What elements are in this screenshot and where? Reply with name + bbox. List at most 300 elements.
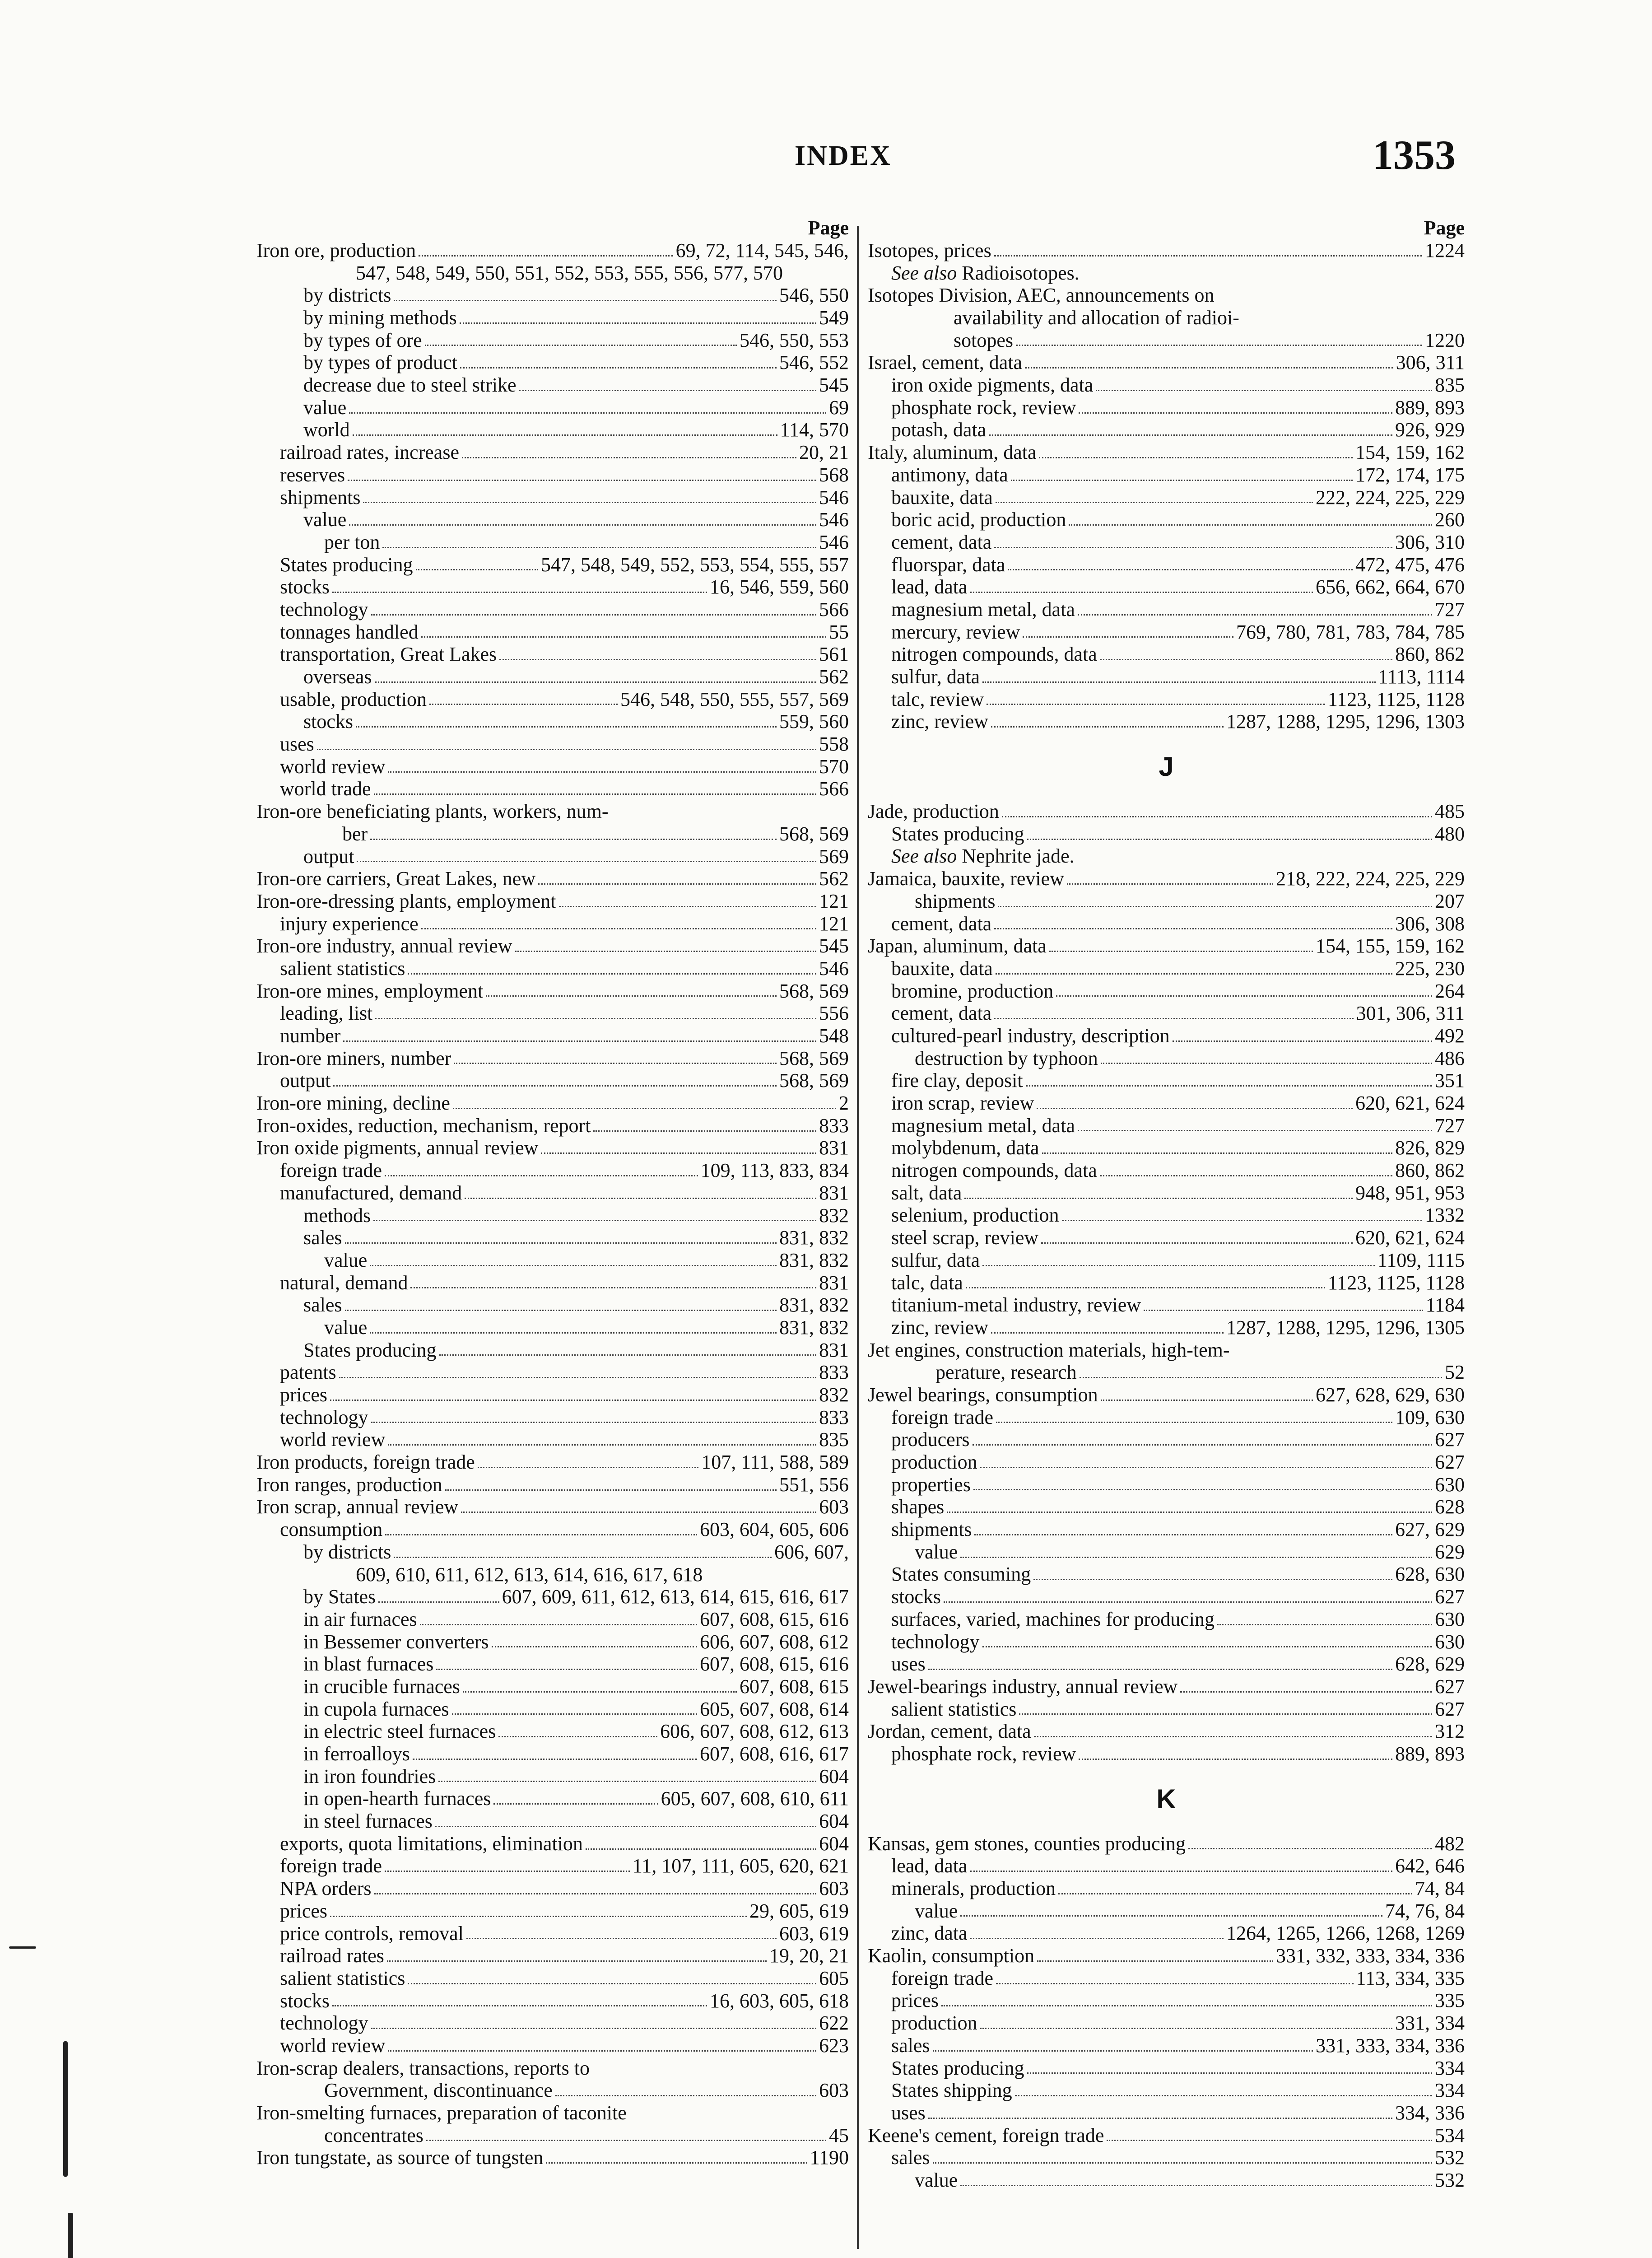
index-term: iron oxide pigments, data: [891, 374, 1094, 397]
index-term: See also Radioisotopes.: [891, 261, 1080, 284]
index-entry: [868, 576, 1465, 598]
page-refs: 628, 629: [1395, 1653, 1465, 1675]
page-refs: 606, 607, 608, 612, 613: [660, 1720, 849, 1743]
index-entry: [868, 1294, 1465, 1316]
index-term: value: [303, 396, 347, 419]
index-term: methods: [303, 1204, 371, 1227]
leader-dots: [960, 1557, 1432, 1558]
index-entry: [256, 1474, 849, 1496]
index-term: zinc, data: [891, 1922, 968, 1945]
page-refs: 154, 155, 159, 162: [1316, 935, 1465, 957]
page-refs: 55: [829, 620, 849, 643]
page-refs: 833: [819, 1114, 849, 1137]
index-entry: [868, 2034, 1465, 2057]
page-refs: 306, 311: [1396, 351, 1465, 374]
leader-dots: [388, 771, 816, 773]
index-term: by districts: [303, 284, 391, 307]
index-entry: [256, 374, 849, 397]
index-term: world review: [280, 755, 386, 778]
leader-dots: [498, 1736, 657, 1737]
index-term: technology: [280, 1406, 368, 1428]
index-entry: [256, 1720, 849, 1743]
index-term: talc, data: [891, 1271, 963, 1294]
page-refs: 306, 310: [1395, 531, 1465, 553]
leader-dots: [964, 1198, 1353, 1199]
leader-dots: [1062, 1220, 1423, 1221]
index-entry: [868, 980, 1465, 1003]
index-entry: [868, 1316, 1465, 1339]
index-entry: [868, 1967, 1465, 1990]
index-term: railroad rates, increase: [280, 441, 459, 464]
index-term: Keene's cement, foreign trade: [868, 2124, 1104, 2146]
leader-dots: [982, 681, 1375, 683]
index-entry: [868, 2124, 1465, 2147]
page-refs: 29, 605, 619: [749, 1899, 849, 1922]
page-refs: 331, 334: [1395, 2012, 1465, 2034]
page-refs: 629: [1435, 1540, 1465, 1563]
index-entry: [868, 1877, 1465, 1900]
index-term: uses: [280, 733, 314, 756]
page-refs: 833: [819, 1361, 849, 1384]
leader-dots: [1034, 1736, 1432, 1737]
leader-dots: [1188, 1848, 1432, 1849]
page-refs: 630: [1435, 1608, 1465, 1630]
leader-dots: [1049, 951, 1313, 952]
index-term: sotopes: [954, 329, 1013, 351]
page-refs: 630: [1435, 1473, 1465, 1496]
index-entry: [256, 1496, 849, 1519]
scan-mark: [9, 1946, 36, 1949]
index-entry: [256, 554, 849, 576]
page-refs: 472, 475, 476: [1355, 553, 1465, 576]
page-refs: 606, 607,: [774, 1540, 849, 1563]
index-term: transportation, Great Lakes: [280, 643, 497, 666]
index-term: boric acid, production: [891, 509, 1066, 531]
leader-dots: [429, 704, 618, 705]
index-term: in blast furnaces: [303, 1653, 434, 1675]
leader-dots: [478, 1467, 698, 1468]
leader-dots: [1100, 659, 1392, 660]
leader-dots: [941, 2005, 1432, 2006]
index-entry: [256, 1518, 849, 1541]
page-refs: 546, 550, 553: [740, 329, 849, 351]
index-entry: [868, 890, 1465, 913]
page-refs: 642, 646: [1395, 1855, 1465, 1877]
page-refs: 627: [1435, 1428, 1465, 1451]
index-term: output: [280, 1069, 331, 1092]
page-refs: 113, 334, 335: [1356, 1967, 1465, 1989]
index-entry: [868, 2012, 1465, 2034]
page-refs: 605, 607, 608, 614: [700, 1698, 849, 1720]
leader-dots: [492, 1646, 697, 1647]
page-refs: 1264, 1265, 1266, 1268, 1269: [1226, 1922, 1465, 1945]
leader-dots: [1067, 883, 1273, 885]
index-term: in open-hearth furnaces: [303, 1787, 491, 1810]
page-refs: 546: [819, 957, 849, 980]
index-term: consumption: [280, 1518, 383, 1541]
index-entry: [868, 351, 1465, 374]
index-entry: [868, 1159, 1465, 1182]
index-entry: [868, 554, 1465, 576]
index-entry: [256, 980, 849, 1003]
leader-dots: [1011, 480, 1353, 481]
page-refs: 627: [1435, 1698, 1465, 1720]
index-entry: [868, 1182, 1465, 1204]
leader-dots: [944, 1601, 1432, 1603]
leader-dots: [980, 1467, 1432, 1468]
leader-dots: [410, 1287, 816, 1288]
index-entry: [868, 1047, 1465, 1070]
index-entry: [256, 1092, 849, 1115]
index-entry: [868, 509, 1465, 531]
index-entry: [868, 1675, 1465, 1698]
page-refs: 628, 630: [1395, 1563, 1465, 1586]
index-term: Iron ranges, production: [256, 1473, 442, 1496]
leader-dots: [960, 2185, 1432, 2186]
leader-dots: [421, 928, 816, 929]
page-refs: 312: [1435, 1720, 1465, 1743]
index-term: cultured-pearl industry, description: [891, 1025, 1170, 1047]
index-entry: [256, 1608, 849, 1631]
page-refs: 833: [819, 1406, 849, 1428]
index-term: States producing: [891, 822, 1024, 845]
index-entry: [868, 397, 1465, 419]
page-refs: 831: [819, 1271, 849, 1294]
index-term: Jewel bearings, consumption: [868, 1384, 1098, 1406]
page-refs: 545: [819, 374, 849, 397]
leader-dots: [388, 1444, 816, 1446]
index-entry: [256, 1272, 849, 1294]
leader-dots: [1069, 524, 1432, 526]
index-term: value: [915, 1899, 958, 1922]
leader-dots: [1180, 1691, 1432, 1693]
page-refs: 1287, 1288, 1295, 1296, 1303: [1226, 710, 1465, 733]
index-entry: [256, 1743, 849, 1765]
page-title: INDEX: [795, 140, 892, 171]
leader-dots: [996, 973, 1392, 975]
index-term: Iron-ore industry, annual review: [256, 935, 512, 957]
leader-dots: [1080, 1377, 1442, 1378]
leader-dots: [463, 1691, 737, 1693]
index-term: Isotopes Division, AEC, announcements on: [868, 284, 1215, 307]
page-refs: 207: [1435, 890, 1465, 912]
leader-dots: [348, 480, 816, 481]
page-refs: 948, 951, 953: [1355, 1181, 1465, 1204]
leader-dots: [1039, 457, 1353, 458]
page-refs: 562: [819, 666, 849, 688]
page-refs: 306, 308: [1395, 912, 1465, 935]
index-entry: [256, 2057, 849, 2080]
leader-dots: [1019, 1713, 1432, 1715]
index-entry: [256, 419, 849, 442]
page-refs: 559, 560: [779, 710, 849, 733]
page-refs: 546, 552: [779, 351, 849, 374]
page-refs: 74, 76, 84: [1385, 1899, 1465, 1922]
index-entry: [256, 1833, 849, 1855]
index-entry: [868, 1518, 1465, 1541]
index-entry: [256, 307, 849, 329]
leader-dots: [1027, 839, 1432, 840]
index-term: stocks: [891, 1586, 941, 1608]
index-term: by types of ore: [303, 329, 422, 351]
page-refs: 20, 21: [799, 441, 849, 464]
page-refs: 1287, 1288, 1295, 1296, 1305: [1226, 1316, 1465, 1339]
index-entry: [868, 957, 1465, 980]
leader-dots: [486, 995, 777, 997]
index-entry: [868, 441, 1465, 464]
index-entry: [868, 2057, 1465, 2080]
leader-dots: [947, 1512, 1432, 1513]
page-refs: 69: [829, 396, 849, 419]
index-term: fire clay, deposit: [891, 1069, 1023, 1092]
index-entry: [256, 643, 849, 666]
page-refs: 860, 862: [1395, 643, 1465, 666]
index-term: Iron tungstate, as source of tungsten: [256, 2146, 544, 2169]
leader-dots: [373, 1220, 816, 1221]
leader-dots: [339, 1377, 816, 1378]
leader-dots: [388, 2050, 816, 2052]
index-entry: [868, 710, 1465, 733]
index-entry: [256, 1069, 849, 1092]
index-term: magnesium metal, data: [891, 1114, 1075, 1137]
index-entry: [868, 1428, 1465, 1451]
page-refs: 16, 546, 559, 560: [710, 576, 849, 598]
index-entry: [868, 239, 1465, 262]
leader-dots: [330, 1916, 747, 1917]
index-entry: [868, 531, 1465, 554]
index-term: availability and allocation of radioi-: [954, 307, 1239, 329]
leader-dots: [374, 793, 816, 795]
index-entry: [868, 1451, 1465, 1474]
leader-dots: [419, 255, 673, 257]
index-entry: [256, 845, 849, 868]
index-term: in iron foundries: [303, 1765, 436, 1787]
index-entry: [256, 1990, 849, 2012]
index-entry: [256, 868, 849, 890]
index-term: Jamaica, bauxite, review: [868, 868, 1064, 890]
leader-dots: [333, 1085, 777, 1087]
index-term: nitrogen compounds, data: [891, 1159, 1097, 1182]
index-entry: [256, 1855, 849, 1878]
index-term: value: [324, 1316, 368, 1339]
index-entry: [868, 1361, 1465, 1384]
index-term: Jordan, cement, data: [868, 1720, 1031, 1743]
index-entry: [868, 1653, 1465, 1675]
leader-dots: [987, 704, 1325, 705]
leader-dots: [356, 726, 777, 728]
page-refs: 45: [829, 2124, 849, 2146]
page-refs: 480: [1435, 822, 1465, 845]
index-entry: [256, 486, 849, 509]
index-term: lead, data: [891, 576, 968, 598]
index-term: patents: [280, 1361, 336, 1384]
index-term: bromine, production: [891, 980, 1054, 1002]
index-term: potash, data: [891, 419, 987, 441]
page-refs: 1332: [1425, 1204, 1465, 1227]
page-refs: 260: [1435, 509, 1465, 531]
index-term: sulfur, data: [891, 666, 980, 688]
leader-dots: [460, 322, 816, 324]
index-entry: [256, 1316, 849, 1339]
index-term: Japan, aluminum, data: [868, 935, 1047, 957]
page-refs: 121: [819, 890, 849, 912]
index-entry: [256, 2102, 849, 2124]
leader-dots: [933, 2050, 1313, 2052]
index-term: sales: [891, 2034, 930, 2057]
page-refs: 606, 607, 608, 612: [700, 1630, 849, 1653]
leader-dots: [375, 1018, 816, 1019]
leader-dots: [499, 659, 816, 660]
leader-dots: [989, 434, 1392, 436]
page-refs: 225, 230: [1395, 957, 1465, 980]
leader-dots: [970, 1871, 1392, 1872]
page-refs: 568: [819, 463, 849, 486]
index-term: zinc, review: [891, 710, 988, 733]
index-term: Iron products, foreign trade: [256, 1451, 475, 1474]
index-entry: [256, 1698, 849, 1721]
index-entry: [256, 1765, 849, 1788]
page-refs: 832: [819, 1204, 849, 1227]
leader-dots: [1079, 1759, 1392, 1760]
index-entry: [256, 621, 849, 644]
leader-dots: [345, 1242, 777, 1244]
page-refs: 769, 780, 781, 783, 784, 785: [1236, 620, 1465, 643]
index-term: concentrates: [324, 2124, 423, 2146]
page-refs: 218, 222, 224, 225, 229: [1276, 868, 1465, 890]
index-term: Kansas, gem stones, counties producing: [868, 1832, 1186, 1855]
index-entry: [256, 823, 849, 845]
index-term: output: [303, 845, 354, 868]
page-refs: 620, 621, 624: [1355, 1092, 1465, 1115]
page-refs: 1224: [1425, 239, 1465, 261]
leader-dots: [462, 457, 796, 458]
page-column-header: Page: [1424, 217, 1465, 239]
page-refs: 889, 893: [1395, 1743, 1465, 1765]
page-refs: 604: [819, 1832, 849, 1855]
leader-dots: [332, 592, 707, 593]
index-entry: [868, 913, 1465, 935]
page-refs: 558: [819, 733, 849, 756]
index-entry: [868, 284, 1465, 307]
leader-dots: [357, 861, 816, 862]
index-term: shipments: [915, 890, 996, 912]
page-refs: 107, 111, 588, 589: [701, 1451, 849, 1474]
index-entry: [868, 1025, 1465, 1047]
index-term: phosphate rock, review: [891, 396, 1076, 419]
page-refs: 605, 607, 608, 610, 611: [661, 1787, 849, 1810]
index-term: shipments: [891, 1518, 972, 1541]
page-refs: 492: [1435, 1025, 1465, 1047]
page-refs: 831: [819, 1181, 849, 1204]
index-term: in cupola furnaces: [303, 1698, 449, 1720]
index-term: perature, research: [935, 1361, 1077, 1384]
leader-dots: [593, 1130, 816, 1132]
leader-dots: [541, 1152, 816, 1154]
leader-dots: [980, 2028, 1392, 2029]
index-entry: [256, 2124, 849, 2147]
index-term: ber: [342, 822, 368, 845]
page-refs: 486: [1435, 1047, 1465, 1069]
index-term: prices: [280, 1384, 328, 1406]
page-refs: 607, 608, 615: [740, 1675, 849, 1698]
index-term: mercury, review: [891, 620, 1020, 643]
leader-dots: [970, 592, 1313, 593]
leader-dots: [538, 883, 816, 885]
index-term: Iron-smelting furnaces, preparation of taconite: [256, 2102, 627, 2124]
leader-dots: [385, 1175, 698, 1176]
page-refs: 630: [1435, 1630, 1465, 1653]
page-refs: 172, 174, 175: [1355, 463, 1465, 486]
leader-dots: [420, 1624, 697, 1625]
page-refs: 603, 604, 605, 606: [700, 1518, 849, 1541]
index-entry: [868, 688, 1465, 711]
leader-dots: [387, 1960, 767, 1962]
page-refs: 831, 832: [779, 1294, 849, 1316]
index-entry: [868, 1204, 1465, 1227]
leader-dots: [586, 1848, 816, 1850]
index-entry: [256, 935, 849, 957]
page-refs: 831: [819, 1339, 849, 1361]
index-term: world trade: [280, 778, 371, 800]
leader-dots: [460, 367, 777, 369]
leader-dots: [928, 1669, 1392, 1670]
leader-dots: [454, 1063, 777, 1064]
index-term: Iron-ore mining, decline: [256, 1092, 450, 1115]
index-entry: [868, 1608, 1465, 1631]
index-term: stocks: [280, 1989, 330, 2012]
index-term: by types of product: [303, 351, 457, 374]
index-term: technology: [280, 2012, 368, 2034]
page-refs: 1109, 1115: [1377, 1249, 1465, 1271]
index-term: leading, list: [280, 1002, 373, 1025]
page-refs: 334: [1435, 2057, 1465, 2079]
page-refs: 532: [1435, 2169, 1465, 2191]
page-refs: 831: [819, 1137, 849, 1159]
leader-dots: [416, 569, 538, 570]
index-entry: [868, 1272, 1465, 1294]
index-entry: [256, 531, 849, 554]
index-term: salient statistics: [280, 1967, 405, 1989]
page-column-header: Page: [808, 217, 849, 239]
index-term: Iron ore, production: [256, 239, 416, 261]
leader-dots: [1173, 1040, 1432, 1042]
page-refs: 607, 608, 615, 616: [700, 1608, 849, 1630]
index-entry: [256, 598, 849, 621]
leader-dots: [982, 1265, 1375, 1266]
index-entry: [868, 800, 1465, 823]
index-term: usable, production: [280, 688, 427, 710]
index-entry: [868, 1743, 1465, 1765]
page-refs: 835: [819, 1428, 849, 1451]
leader-dots: [555, 2095, 816, 2096]
leader-dots: [546, 2162, 807, 2164]
index-entry: [256, 1787, 849, 1810]
index-term: Iron-ore beneficiating plants, workers, num-: [256, 800, 609, 823]
index-column-right: [868, 217, 1465, 2192]
leader-dots: [1041, 1242, 1353, 1244]
leader-dots: [1217, 1624, 1432, 1625]
index-entry: [868, 419, 1465, 442]
index-entry: [868, 329, 1465, 352]
leader-dots: [349, 412, 826, 414]
leader-dots: [436, 1669, 697, 1670]
page-refs: 331, 333, 334, 336: [1316, 2034, 1465, 2057]
index-entry: [256, 239, 849, 262]
page-refs: 334, 336: [1395, 2101, 1465, 2124]
leader-dots: [493, 1803, 658, 1805]
index-entry: [256, 1541, 849, 1563]
index-entry: [868, 1855, 1465, 1877]
